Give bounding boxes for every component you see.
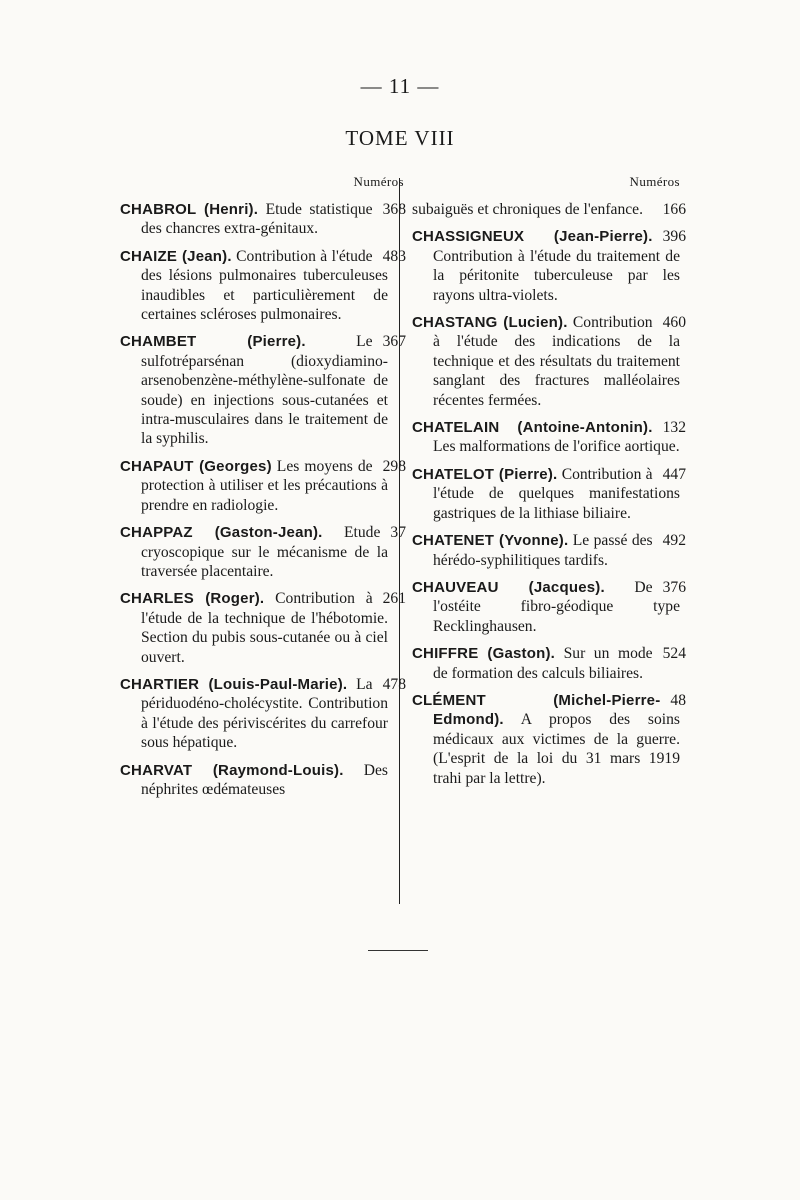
right-column: [412, 174, 686, 796]
entry-text: La périduodéno-cholécystite. Contribution à l'étude des périviscérites du carrefour sous hépatique.: [141, 675, 388, 752]
entry-number: 132: [662, 419, 686, 437]
column-header: Numéros: [629, 174, 680, 189]
column-header: Numéros: [353, 174, 404, 189]
entry-name: CHAUVEAU (Jacques).: [412, 578, 605, 596]
entry-text: subaiguës et chroniques de l'enfance.: [412, 201, 643, 218]
entry-text: Contribution à l'étude de quelques manifestations gastriques de la lithiase biliaire.: [433, 465, 680, 522]
index-entry: [120, 589, 406, 667]
index-entry: [412, 465, 686, 523]
entry-text: Les malformations de l'orifice aortique.: [433, 438, 680, 456]
entry-number: 376: [662, 578, 686, 596]
entry-text: Etude statistique des chancres extra-génitaux.: [141, 201, 373, 238]
entry-name: CHASTANG (Lucien).: [412, 314, 568, 332]
entry-text: Le passé des hérédo-syphilitiques tardifs.: [433, 532, 653, 569]
entry-name: CHATELOT (Pierre).: [412, 465, 558, 483]
index-entry: [120, 523, 406, 581]
entry-name: CHARVAT (Raymond-Louis).: [120, 761, 344, 779]
entry-name: CHARTIER (Louis-Paul-Marie).: [120, 675, 348, 693]
bottom-rule: [368, 950, 428, 951]
entry-number: 368: [382, 201, 406, 218]
index-entry: [412, 200, 686, 219]
index-entry: [120, 457, 406, 515]
entry-name: CHIFFRE (Gaston).: [412, 645, 556, 663]
entry-number: 298: [382, 457, 406, 475]
index-entry: [412, 313, 686, 410]
entry-text: Contribution à l'étude des lésions pulmonaires tuberculeuses inaudibles et particulièrement de certaines scléroses pulmonaires.: [141, 247, 388, 324]
index-entry: [412, 578, 686, 636]
index-entry: [412, 531, 686, 570]
index-entry: [120, 761, 388, 800]
entry-text: Le sulfotréparsénan (dioxydiamino-arsenobenzène-méthylène-sulfonate de soude) en injections sous-cutanées et intra-musculaires dans le traitement de la syphilis.: [141, 333, 388, 448]
entry-number: 524: [662, 645, 686, 663]
entry-number: 396: [662, 228, 686, 246]
entry-text: Sur un mode de formation des calculs biliaires.: [433, 645, 653, 682]
index-entry: [412, 418, 686, 457]
entry-number: 166: [662, 201, 686, 218]
index-entry: [412, 644, 686, 683]
entry-text: Contribution à l'étude de la technique de l'hébotomie. Section du pubis sous-cutanée ou à ciel ouvert.: [141, 590, 388, 666]
entry-text: Contribution à l'étude des indications de la technique et des résultats du traitement sanglant des fractures malléolaires récentes fermées.: [433, 314, 680, 409]
index-entry: [120, 332, 406, 448]
entry-number: 48: [670, 691, 686, 709]
volume-title: TOME VIII: [345, 126, 455, 150]
left-column: [120, 174, 406, 807]
entry-text: A propos des soins médicaux aux victimes de la guerre. (L'esprit de la loi du 31 mars 1919 trahi par la lettre).: [433, 711, 680, 787]
entry-number: 460: [662, 314, 686, 332]
index-entry: [120, 200, 406, 239]
entry-number: 367: [382, 333, 406, 351]
entry-name: CHASSIGNEUX (Jean-Pierre).: [412, 228, 653, 246]
index-entry: [412, 227, 686, 305]
entry-name: CHABROL (Henri).: [120, 201, 259, 218]
entry-number: 37: [390, 524, 406, 542]
entry-text: Etude cryoscopique sur le mécanisme de la traversée placentaire.: [141, 524, 388, 580]
entry-text: Les moyens de protection à utiliser et les précautions à prendre en radiologie.: [141, 457, 388, 514]
index-entry: [120, 247, 406, 325]
entry-name: CHATELAIN (Antoine-Antonin).: [412, 419, 653, 437]
entry-number: 261: [382, 590, 406, 608]
entry-text: Des néphrites œdémateuses: [141, 761, 388, 798]
entry-name: CHAPPAZ (Gaston-Jean).: [120, 524, 323, 542]
entry-number: 447: [662, 465, 686, 483]
entry-name: CHARLES (Roger).: [120, 590, 265, 608]
entry-number: 492: [662, 532, 686, 550]
entry-text: De l'ostéite fibro-géodique type Recklinghausen.: [433, 578, 680, 635]
index-entry: [120, 675, 406, 753]
entry-name: CHAPAUT (Georges): [120, 457, 272, 475]
entry-number: 483: [382, 247, 406, 265]
entry-text: Contribution à l'étude du traitement de la péritonite tuberculeuse par les rayons ultra-violets.: [433, 247, 680, 304]
entry-name: CHATENET (Yvonne).: [412, 532, 569, 550]
entry-number: 478: [382, 675, 406, 693]
entry-name: CHAMBET (Pierre).: [120, 333, 306, 351]
entry-name: CHAIZE (Jean).: [120, 247, 232, 265]
entry-name: CLÉMENT (Michel-Pierre-Edmond).: [412, 691, 661, 729]
index-entry: [412, 691, 686, 788]
page-number: — 11 —: [360, 74, 440, 98]
